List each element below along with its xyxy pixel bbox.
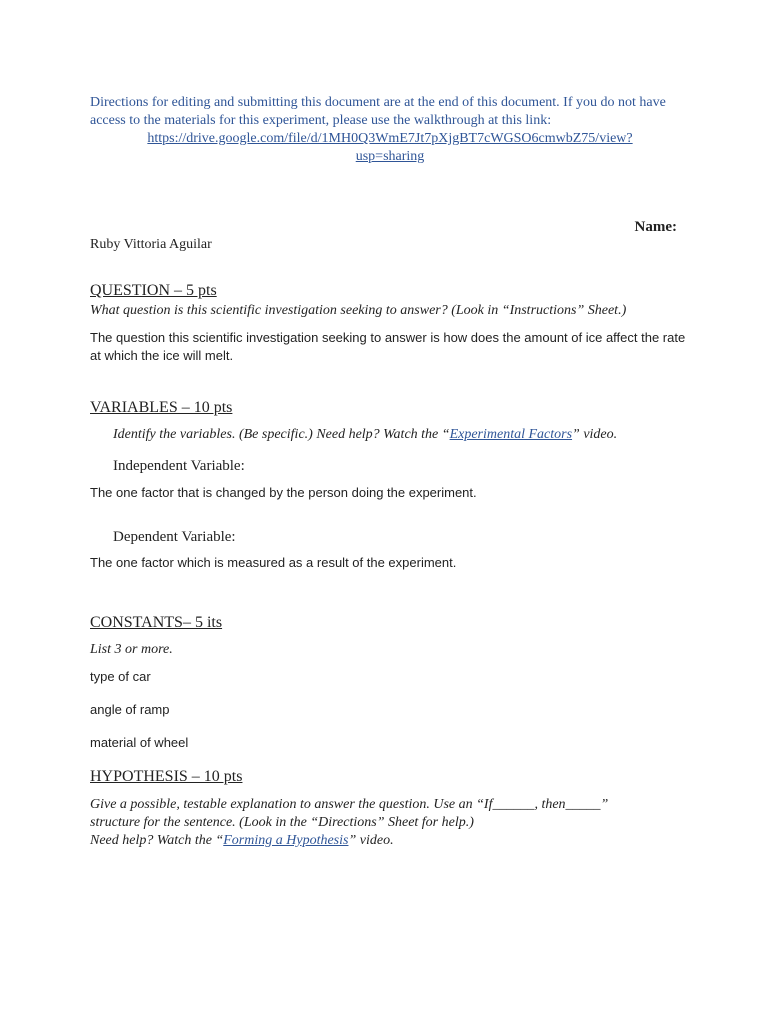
hypothesis-help-end: ” video.: [348, 833, 394, 848]
directions-block: [90, 94, 690, 166]
directions-text: Directions for editing and submitting this document are at the end of this document. If you do not have access to the materials for this experiment, please use the walkthrough at this link:: [90, 95, 666, 128]
dependent-variable-label: Dependent Variable:: [113, 529, 236, 545]
hypothesis-instruction: [90, 796, 608, 850]
constants-instruction: List 3 or more.: [90, 642, 173, 657]
experimental-factors-link[interactable]: Experimental Factors: [449, 427, 573, 442]
constant-item[interactable]: material of wheel: [90, 735, 189, 750]
dependent-variable-answer[interactable]: The one factor which is measured as a result of the experiment.: [90, 555, 457, 570]
hypothesis-instr-line: structure for the sentence. (Look in the “Directions” Sheet for help.): [90, 815, 474, 830]
name-label: Name:: [634, 219, 677, 235]
constant-item[interactable]: type of car: [90, 669, 151, 684]
hypothesis-instr-line: Give a possible, testable explanation to answer the question. Use an “If______, then_____”: [90, 797, 609, 812]
forming-hypothesis-link[interactable]: Forming a Hypothesis: [223, 833, 349, 848]
question-heading: QUESTION – 5 pts: [90, 282, 217, 299]
hypothesis-heading: HYPOTHESIS – 10 pts: [90, 768, 243, 785]
hypothesis-instr-line: [90, 832, 608, 850]
student-name[interactable]: Ruby Vittoria Aguilar: [90, 237, 212, 252]
independent-variable-answer[interactable]: The one factor that is changed by the person doing the experiment.: [90, 485, 477, 500]
walkthrough-link-cont[interactable]: usp=sharing: [355, 149, 425, 164]
variables-instr-end: ” video.: [572, 427, 618, 442]
constants-heading: CONSTANTS– 5 its: [90, 614, 223, 631]
walkthrough-link[interactable]: https://drive.google.com/file/d/1MH0Q3WmE7Jt7pXjgBT7cWGSO6cmwbZ75/view?: [147, 131, 633, 146]
independent-variable-label: Independent Variable:: [113, 458, 245, 474]
variables-heading: VARIABLES – 10 pts: [90, 399, 233, 416]
question-instruction: What question is this scientific investigation seeking to answer? (Look in “Instructions” Sheet.): [90, 303, 627, 318]
hypothesis-help-text: Need help? Watch the “: [90, 833, 224, 848]
variables-instruction: [113, 427, 617, 443]
question-answer[interactable]: The question this scientific investigation seeking to answer is how does the amount of ice affect the rate at which the ice will melt.: [90, 330, 686, 363]
constant-item[interactable]: angle of ramp: [90, 702, 170, 717]
variables-instr-text: Identify the variables. (Be specific.) Need help? Watch the “: [113, 427, 450, 442]
